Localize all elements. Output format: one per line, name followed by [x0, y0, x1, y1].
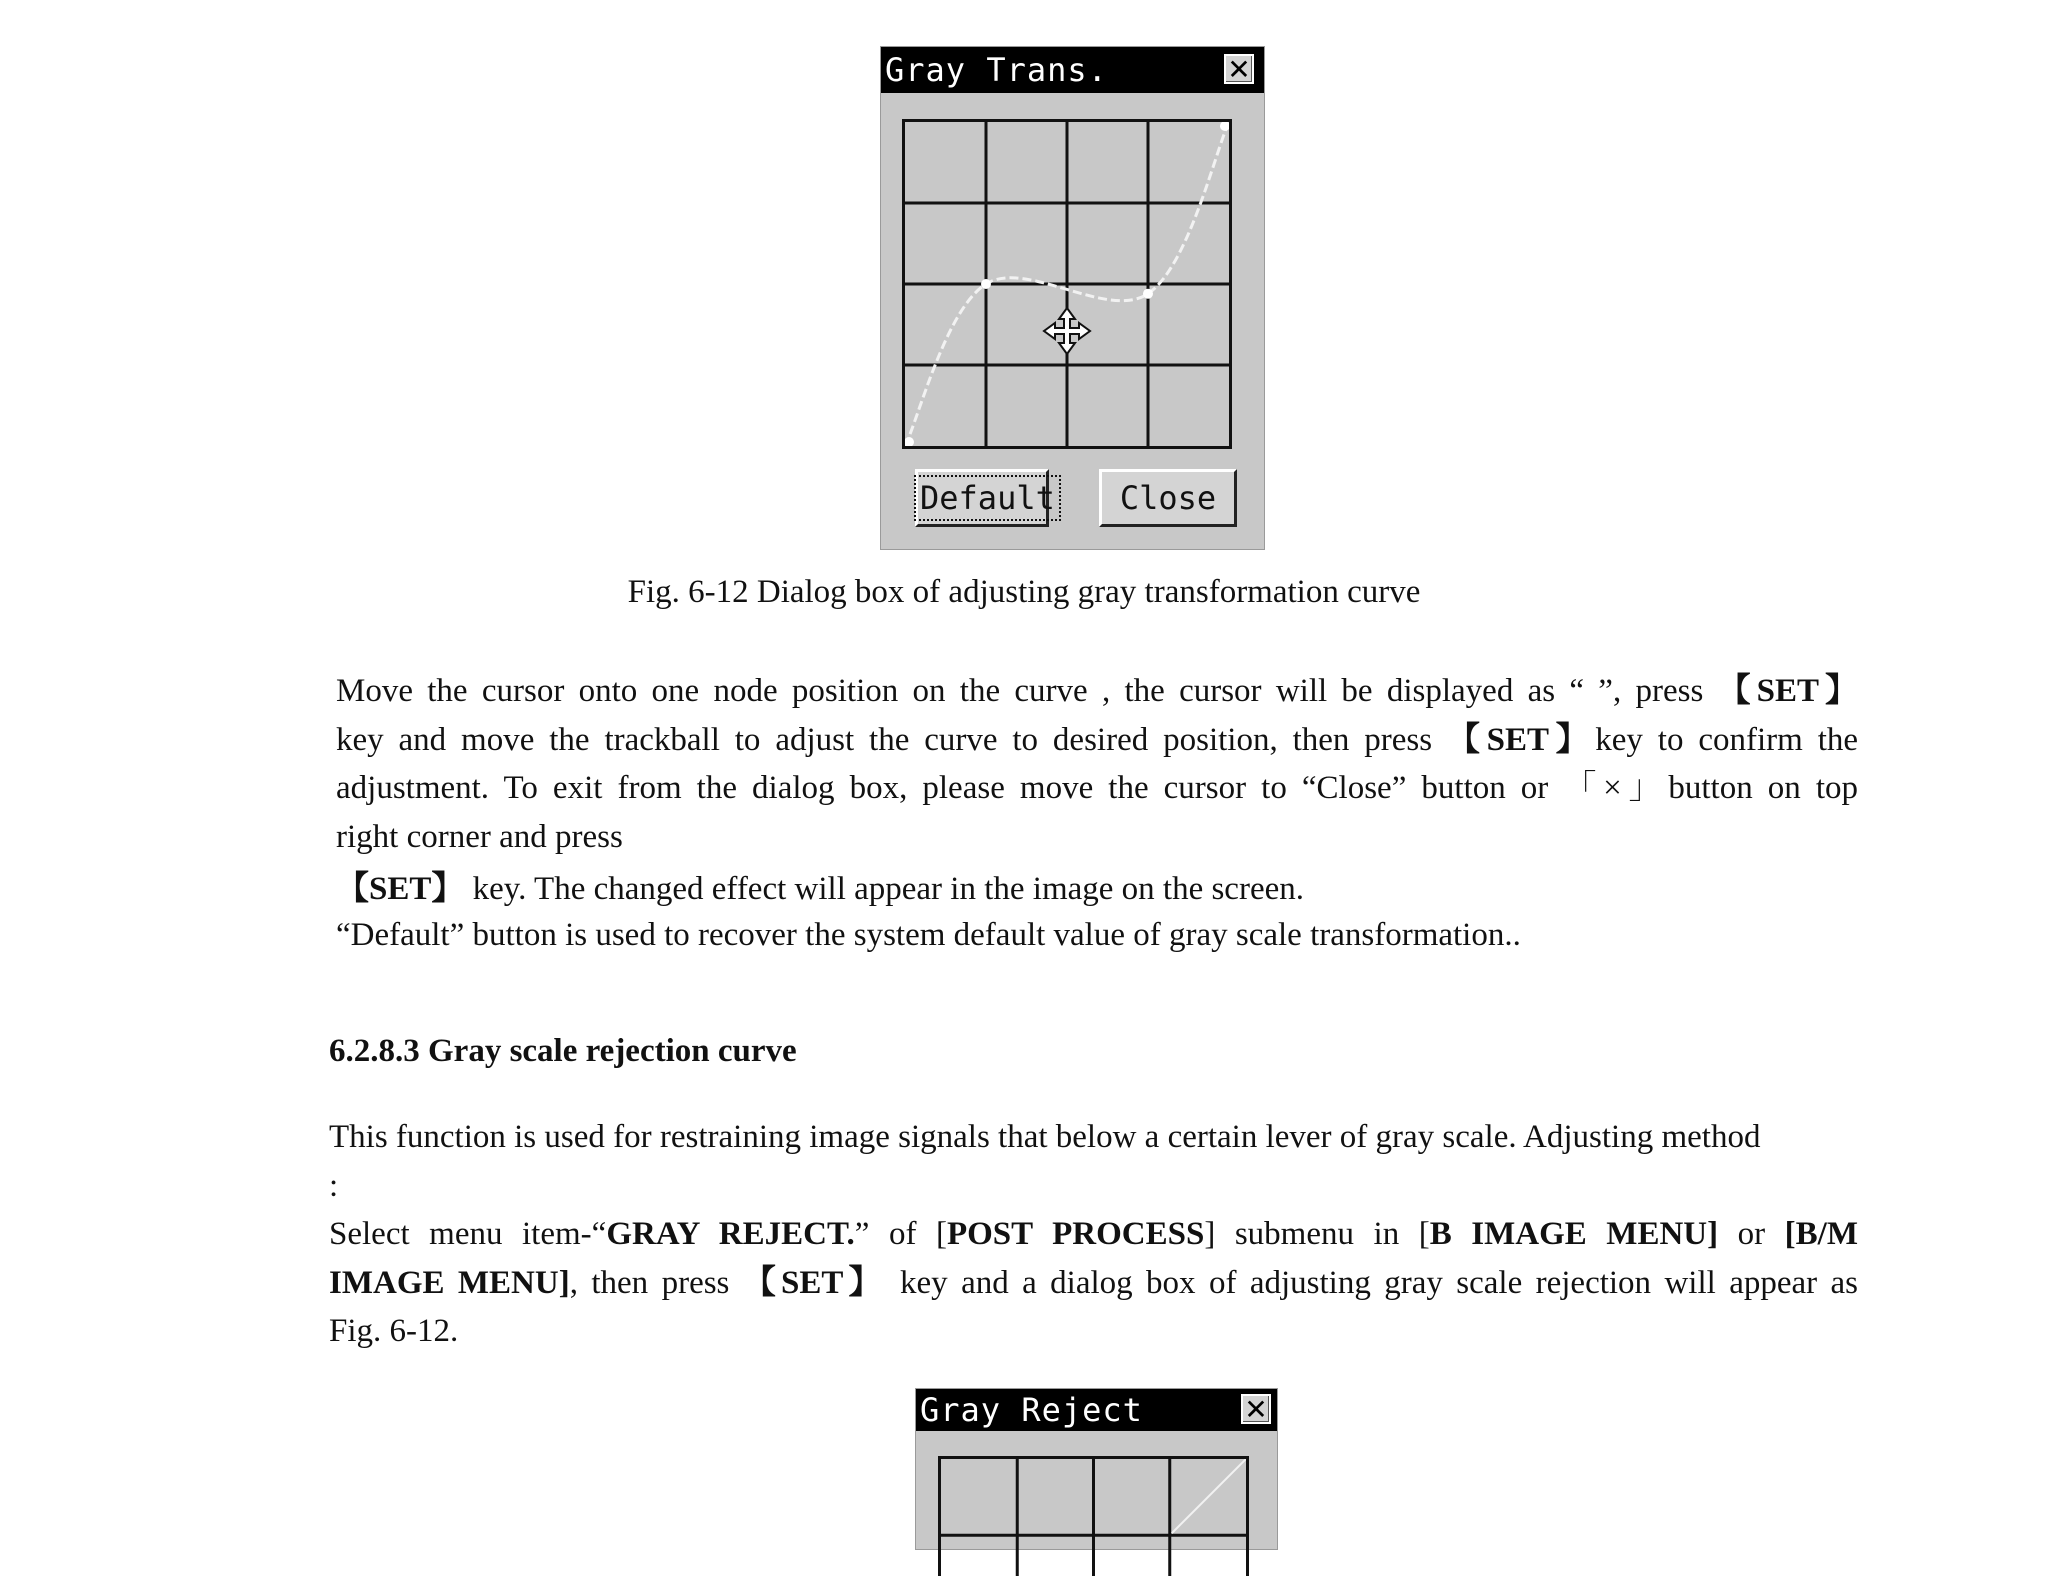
close-button[interactable]: [1099, 469, 1237, 527]
para1-line: adjustment. To exit from the dialog box, please move the cursor to “Close” button or 「×」button on top: [336, 770, 1858, 806]
default-button-label: Default: [920, 479, 1055, 517]
section-heading: 6.2.8.3 Gray scale rejection curve: [329, 1033, 797, 1069]
dialog-title: Gray Trans.: [881, 47, 1264, 93]
curve-node[interactable]: [1143, 289, 1153, 299]
gray-trans-dialog: [880, 46, 1265, 550]
close-button-label: Close: [1119, 479, 1217, 517]
curve-node[interactable]: [905, 437, 914, 446]
gray-curve-canvas[interactable]: [905, 122, 1229, 446]
para2-line: IMAGE MENU], then press 【SET】 key and a dialog box of adjusting gray scale rejection will appear as: [329, 1264, 1859, 1301]
close-icon[interactable]: ✕: [1224, 54, 1254, 84]
para1-line: key and move the trackball to adjust the curve to desired position, then press 【SET】key to confirm the: [336, 721, 1859, 758]
grid-lines: [941, 1459, 1246, 1576]
para2-line: Select menu item-“GRAY REJECT.” of [POST PROCESS] submenu in [B IMAGE MENU] or [B/M: [329, 1216, 1858, 1252]
reject-curve-canvas[interactable]: [941, 1459, 1246, 1576]
move-cursor-icon: [1044, 308, 1090, 354]
figure-caption: Fig. 6-12 Dialog box of adjusting gray transformation curve: [627, 574, 1421, 610]
rejection-paragraph: [329, 1113, 1858, 1356]
default-note: “Default” button is used to recover the system default value of gray scale transformation..: [336, 917, 1521, 953]
reject-curve[interactable]: [1172, 1459, 1246, 1533]
para2-line: Fig. 6-12.: [329, 1313, 459, 1349]
para2-line: This function is used for restraining image signals that below a certain lever of gray scale. Adjusting method: [329, 1119, 1761, 1155]
dialog-title: Gray Reject: [916, 1389, 1277, 1431]
gray-curve-grid[interactable]: [902, 119, 1232, 449]
para2-line: :: [329, 1167, 339, 1204]
grid-lines: [905, 122, 1229, 446]
para1-line: right corner and press: [336, 818, 623, 855]
close-icon[interactable]: ✕: [1241, 1394, 1271, 1424]
reject-curve-grid[interactable]: [938, 1456, 1249, 1576]
gray-reject-dialog: [915, 1388, 1278, 1550]
para1-line: Move the cursor onto one node position on the curve , the cursor will be displayed as “ ”, press 【SET】: [336, 673, 1859, 709]
curve-node[interactable]: [981, 279, 991, 289]
curve-node[interactable]: [1220, 122, 1229, 131]
instructions-paragraph: [336, 667, 1858, 914]
default-button[interactable]: [915, 469, 1055, 527]
para1-line: 【SET】 key. The changed effect will appear in the image on the screen.: [336, 871, 1304, 907]
